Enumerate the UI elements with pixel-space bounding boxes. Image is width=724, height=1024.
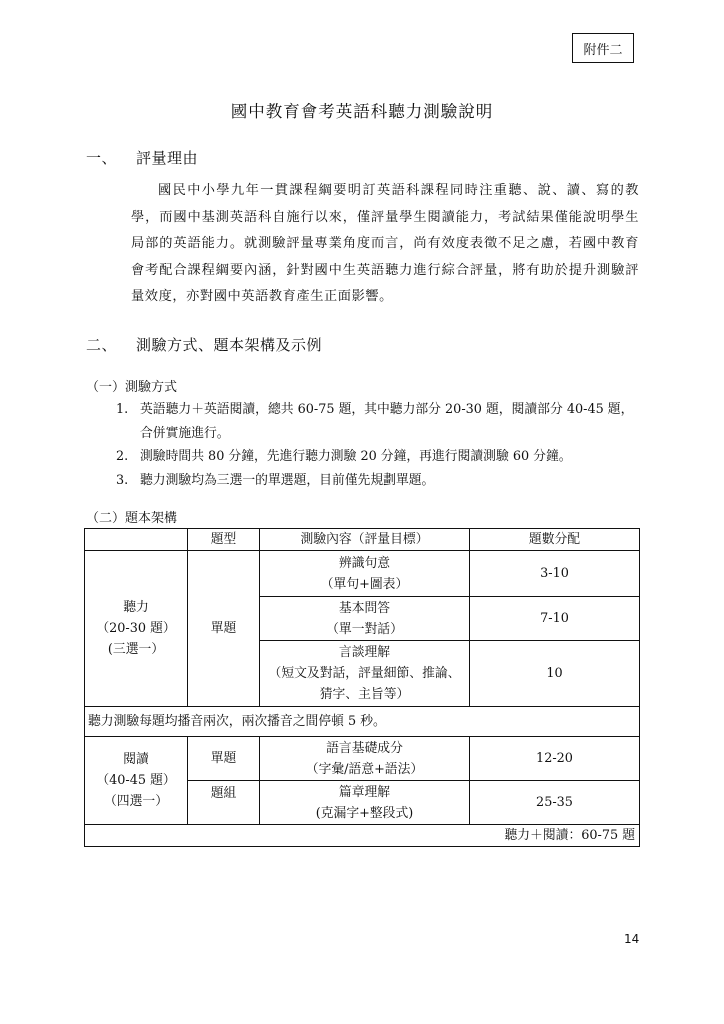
table-row — [85, 551, 640, 597]
method-item — [116, 398, 644, 445]
listening-label: 聽力 （20-30 題） (三選一） — [85, 551, 188, 707]
content-cell: 言談理解 （短文及對話，評量細節、推論、 猜字、主旨等） — [260, 641, 470, 707]
framework-heading: （二）題本架構 — [86, 511, 178, 526]
count-cell: 3-10 — [470, 551, 640, 597]
section2-number: 二、 — [86, 336, 118, 354]
reading-type: 題組 — [188, 781, 260, 825]
method-item-number: 3. — [116, 472, 129, 488]
header-cell: 題數分配 — [470, 529, 640, 551]
content-cell: 語言基礎成分 （字彙/語意+語法） — [260, 737, 470, 781]
section1-paragraph-block — [131, 178, 639, 311]
framework-table — [84, 528, 640, 847]
header-cell: 測驗內容（評量目標） — [260, 529, 470, 551]
section1-paragraph: 國民中小學九年一貫課程綱要明訂英語科課程同時注重聽、說、讀、寫的教學，而國中基測英語科自施行以來，僅評量學生閱讀能力，考試結果僅能說明學生局部的英語能力。就測驗評量專業角度而言，尚有效度表徵不足之慮，若國中教育會考配合課程綱要內涵，針對國中生英語聽力進行綜合評量，將有助於提升測驗評量效度，亦對國中英語教育產生正面影響。 — [131, 183, 639, 304]
table-header-row — [85, 529, 640, 551]
total-count: 聽力＋閱讀：60-75 題 — [85, 825, 640, 847]
count-cell: 12-20 — [470, 737, 640, 781]
method-heading: （一）測驗方式 — [86, 380, 178, 395]
content-cell: 辨識句意 （單句+圖表） — [260, 551, 470, 597]
attachment-label: 附件二 — [572, 33, 634, 63]
reading-label: 閱讀 （40-45 題） （四選一） — [85, 737, 188, 825]
table-row — [85, 707, 640, 737]
listening-note: 聽力測驗每題均播音兩次，兩次播音之間停頓 5 秒。 — [85, 707, 640, 737]
section2-heading — [86, 334, 322, 355]
method-list — [116, 398, 644, 492]
section1-title: 評量理由 — [136, 149, 199, 167]
method-item-text: 測驗時間共 80 分鐘，先進行聽力測驗 20 分鐘，再進行閱讀測驗 60 分鐘。 — [140, 449, 572, 464]
section2-title: 測驗方式、題本架構及示例 — [136, 336, 323, 354]
method-item-number: 2. — [116, 449, 129, 464]
content-cell: 篇章理解 (克漏字+整段式) — [260, 781, 470, 825]
section1-number: 一、 — [86, 149, 118, 167]
method-item — [116, 445, 644, 469]
section1-heading — [86, 147, 198, 168]
page-title: 國中教育會考英語科聽力測驗說明 — [230, 102, 494, 121]
method-item — [116, 469, 644, 493]
method-item-text: 英語聽力＋英語閱讀，總共 60-75 題，其中聽力部分 20-30 題，閱讀部分 40-45 題， 合併實施進行。 — [140, 402, 634, 441]
page-number: 14 — [624, 932, 640, 946]
count-cell: 10 — [470, 641, 640, 707]
reading-type: 單題 — [188, 737, 260, 781]
table-row — [85, 737, 640, 781]
table-row — [85, 825, 640, 847]
header-cell — [85, 529, 188, 551]
method-item-text: 聽力測驗均為三選一的單選題，目前僅先規劃單題。 — [140, 472, 435, 488]
header-cell: 題型 — [188, 529, 260, 551]
count-cell: 25-35 — [470, 781, 640, 825]
method-item-number: 1. — [116, 402, 129, 417]
content-cell: 基本問答 （單一對話） — [260, 597, 470, 641]
listening-type: 單題 — [188, 551, 260, 707]
count-cell: 7-10 — [470, 597, 640, 641]
